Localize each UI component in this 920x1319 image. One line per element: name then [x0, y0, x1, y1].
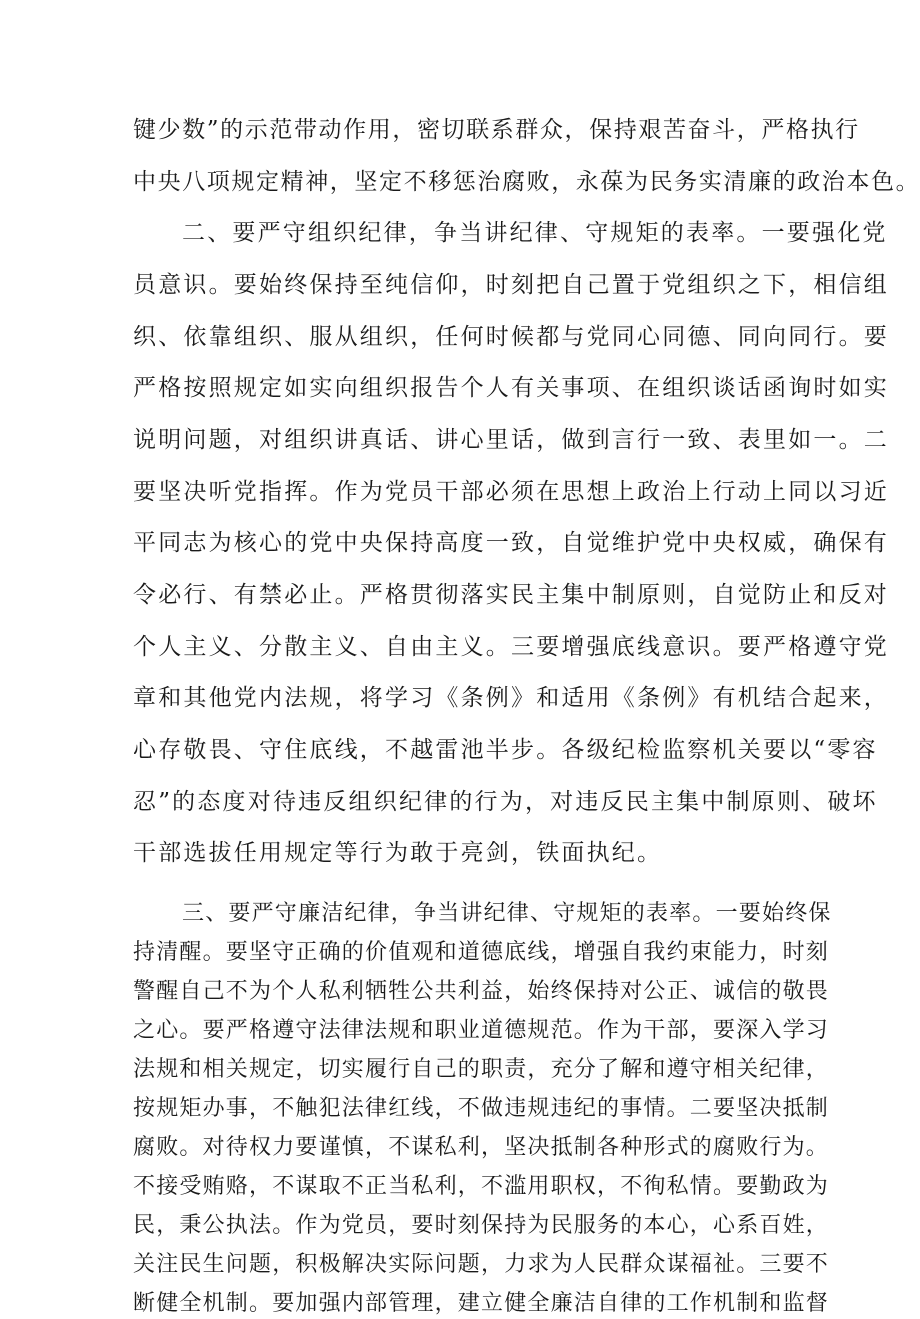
- text-line: 要坚决听党指挥。作为党员干部必须在思想上政治上行动上同以习近: [133, 479, 889, 505]
- text-line: 织、依靠组织、服从组织，任何时候都与党同心同德、同向同行。要: [133, 324, 889, 350]
- text-line: 断健全机制。要加强内部管理，建立健全廉洁自律的工作机制和监督: [133, 1291, 830, 1316]
- text-line: 心存敬畏、守住底线，不越雷池半步。各级纪检监察机关要以“零容: [133, 737, 878, 763]
- text-line: 说明问题，对组织讲真话、讲心里话，做到言行一致、表里如一。二: [133, 427, 889, 453]
- text-line: 法规和相关规定，切实履行自己的职责，充分了解和遵守相关纪律，: [133, 1057, 830, 1082]
- text-line: 令必行、有禁必止。严格贯彻落实民主集中制原则，自觉防止和反对: [133, 582, 889, 608]
- text-line: 键少数”的示范带动作用，密切联系群众，保持艰苦奋斗，严格执行: [133, 117, 860, 143]
- text-line: 按规矩办事，不触犯法律红线，不做违规违纪的事情。二要坚决抵制: [133, 1096, 830, 1121]
- text-line: 干部选拔任用规定等行为敢于亮剑，铁面执纪。: [133, 840, 663, 866]
- text-line: 关注民生问题，积极解决实际问题，力求为人民群众谋福祉。三要不: [133, 1252, 830, 1277]
- text-line: 之心。要严格遵守法律法规和职业道德规范。作为干部，要深入学习: [133, 1018, 830, 1043]
- text-line: 二、要严守组织纪律，争当讲纪律、守规矩的表率。一要强化党: [182, 220, 888, 246]
- text-line: 不接受贿赂，不谋取不正当私利，不滥用职权，不徇私情。要勤政为: [133, 1174, 830, 1199]
- text-line: 腐败。对待权力要谨慎，不谋私利，坚决抵制各种形式的腐败行为。: [133, 1135, 830, 1160]
- text-line: 章和其他党内法规，将学习《条例》和适用《条例》有机结合起来，: [133, 685, 889, 711]
- text-line: 持清醒。要坚守正确的价值观和道德底线，增强自我约束能力，时刻: [133, 940, 830, 965]
- text-line: 民，秉公执法。作为党员，要时刻保持为民服务的本心，心系百姓，: [133, 1213, 830, 1238]
- text-line: 中央八项规定精神，坚定不移惩治腐败，永葆为民务实清廉的政治本色。: [133, 169, 920, 195]
- text-line: 平同志为核心的党中央保持高度一致，自觉维护党中央权威，确保有: [133, 530, 889, 556]
- text-line: 员意识。要始终保持至纯信仰，时刻把自己置于党组织之下，相信组: [133, 272, 889, 298]
- text-line: 忍”的态度对待违反组织纪律的行为，对违反民主集中制原则、破坏: [133, 789, 878, 815]
- text-line: 严格按照规定如实向组织报告个人有关事项、在组织谈话函询时如实: [133, 375, 889, 401]
- text-line: 个人主义、分散主义、自由主义。三要增强底线意识。要严格遵守党: [133, 634, 889, 660]
- text-line: 警醒自己不为个人私利牺牲公共利益，始终保持对公正、诚信的敬畏: [133, 979, 830, 1004]
- text-line: 三、要严守廉洁纪律，争当讲纪律、守规矩的表率。一要始终保: [182, 901, 832, 926]
